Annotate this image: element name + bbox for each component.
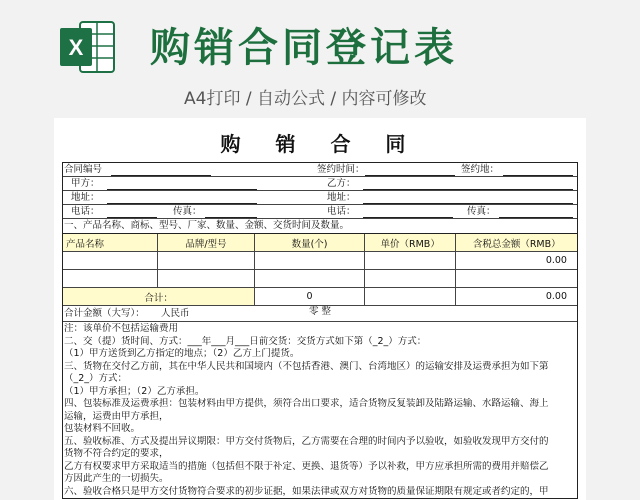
cell-price[interactable]	[365, 252, 457, 269]
total-label: 合计：	[63, 288, 255, 305]
phone-a-field[interactable]	[107, 217, 157, 218]
address-b-field[interactable]	[363, 203, 573, 204]
total-row	[63, 288, 577, 306]
terms-line: 注：该单价不包括运输费用	[64, 323, 179, 334]
amount-upper-currency: 人民币	[161, 308, 190, 319]
cell-qty[interactable]	[255, 270, 365, 287]
sign-time-field[interactable]	[365, 175, 455, 176]
terms-line: 五、验收标准、方式及提出异议期限：甲方交付货物后，乙方需要在合理的时间内予以验收，如验收发现甲方交付的	[64, 435, 549, 447]
phone-row	[63, 205, 577, 219]
terms-line: 三、货物在交付乙方前，其在中华人民共和国境内（不包括香港、澳门、台湾地区）的运输安排及运费承担为如下第	[64, 360, 549, 372]
col-header-total: 含税总金额（RMB）	[472, 238, 561, 250]
parties-row	[63, 177, 577, 191]
terms-line: 乙方有权要求甲方采取适当的措施（包括但不限于补定、更换、退货等）予以补救，甲方应承担所需的费用并赔偿乙	[64, 460, 549, 472]
product-table	[63, 233, 577, 306]
sign-place-label: 签约地：	[461, 164, 500, 175]
terms-line: 六、验收合格只是甲方交付货物符合要求的初步证据，如果法律或双方对货物的质量保证期限有规定或者约定的，甲	[64, 485, 549, 497]
contract-number-row	[63, 163, 577, 177]
contract-number-field[interactable]	[111, 175, 211, 176]
cell-qty[interactable]	[255, 252, 365, 269]
address-a-label: 地址：	[71, 192, 100, 203]
banner-header	[0, 0, 640, 118]
phone-b-label: 电话：	[327, 206, 356, 217]
party-a-field[interactable]	[107, 189, 257, 190]
terms-line: （1）甲方送货到乙方指定的地点；（2）乙方上门提货。	[64, 348, 300, 359]
contract-terms	[63, 322, 577, 498]
cell-model[interactable]	[158, 270, 256, 287]
contract-number-label: 合同编号	[64, 164, 103, 175]
total-amount: 0.00	[545, 291, 567, 302]
terms-line: 二、交（提）货时间、方式：___年___月___日前交货：交货方式如下第（_2_）方式：	[64, 335, 427, 347]
fax-b-label: 传真：	[467, 206, 496, 217]
cell-total	[456, 270, 577, 287]
party-b-label: 乙方：	[327, 178, 356, 189]
terms-line: （1）甲方承担；（2）乙方承担。	[64, 385, 205, 397]
terms-line: 四、包装标准及运费承担：包装材料由甲方提供，须符合出口要求，适合货物反复装卸及陆路运输、水路运输、海上	[64, 398, 549, 409]
total-price	[365, 288, 457, 305]
document-title: 购 销 合 同	[220, 132, 420, 156]
terms-line: 方因此产生的一切损失。	[64, 473, 169, 484]
cell-product[interactable]	[63, 252, 158, 269]
contract-form	[62, 162, 578, 499]
contract-sheet	[54, 118, 586, 500]
table-row	[63, 252, 577, 270]
terms-line: 包装材料不回收。	[64, 423, 141, 434]
col-header-price: 单价（RMB）	[365, 234, 457, 251]
fax-b-field[interactable]	[499, 217, 573, 218]
amount-upper-label: 合计金额（大写）：	[64, 308, 145, 319]
section-1-text: 一、产品名称、商标、型号、厂家、数量、金额、交货时间及数量。	[64, 220, 350, 231]
phone-b-field[interactable]	[363, 217, 453, 218]
address-a-field[interactable]	[107, 203, 257, 204]
table-row	[63, 270, 577, 288]
page-subtitle: A4打印 / 自动公式 / 内容可修改	[184, 89, 427, 109]
fax-a-field[interactable]	[205, 217, 257, 218]
page-title: 购销合同登记表	[150, 25, 458, 71]
party-a-label: 甲方：	[71, 178, 100, 189]
terms-line: 货物不符合约定的要求，	[64, 448, 169, 459]
amount-upper-value: 零 整	[309, 306, 332, 317]
col-header-product: 产品名称	[63, 234, 158, 251]
product-table-header	[63, 234, 577, 252]
terms-line: 运输，运费由甲方承担，	[64, 410, 169, 422]
logo-letter: X	[68, 35, 84, 60]
address-b-label: 地址：	[327, 192, 356, 203]
col-header-model: 品牌/型号	[158, 234, 256, 251]
sign-time-label: 签约时间：	[317, 164, 365, 175]
cell-model[interactable]	[158, 252, 256, 269]
total-qty: 0	[255, 288, 365, 305]
cell-total: 0.00	[545, 255, 567, 266]
cell-product[interactable]	[63, 270, 158, 287]
section-1-row	[63, 219, 577, 233]
excel-icon	[58, 18, 116, 76]
fax-a-label: 传真：	[173, 206, 202, 217]
col-header-qty: 数量(个)	[255, 234, 365, 251]
party-b-field[interactable]	[363, 189, 573, 190]
address-row	[63, 191, 577, 205]
amount-upper-row	[63, 306, 577, 322]
cell-price[interactable]	[365, 270, 457, 287]
phone-a-label: 电话：	[71, 206, 100, 217]
terms-line: （_2_）方式：	[64, 373, 128, 384]
sign-place-field[interactable]	[503, 175, 573, 176]
